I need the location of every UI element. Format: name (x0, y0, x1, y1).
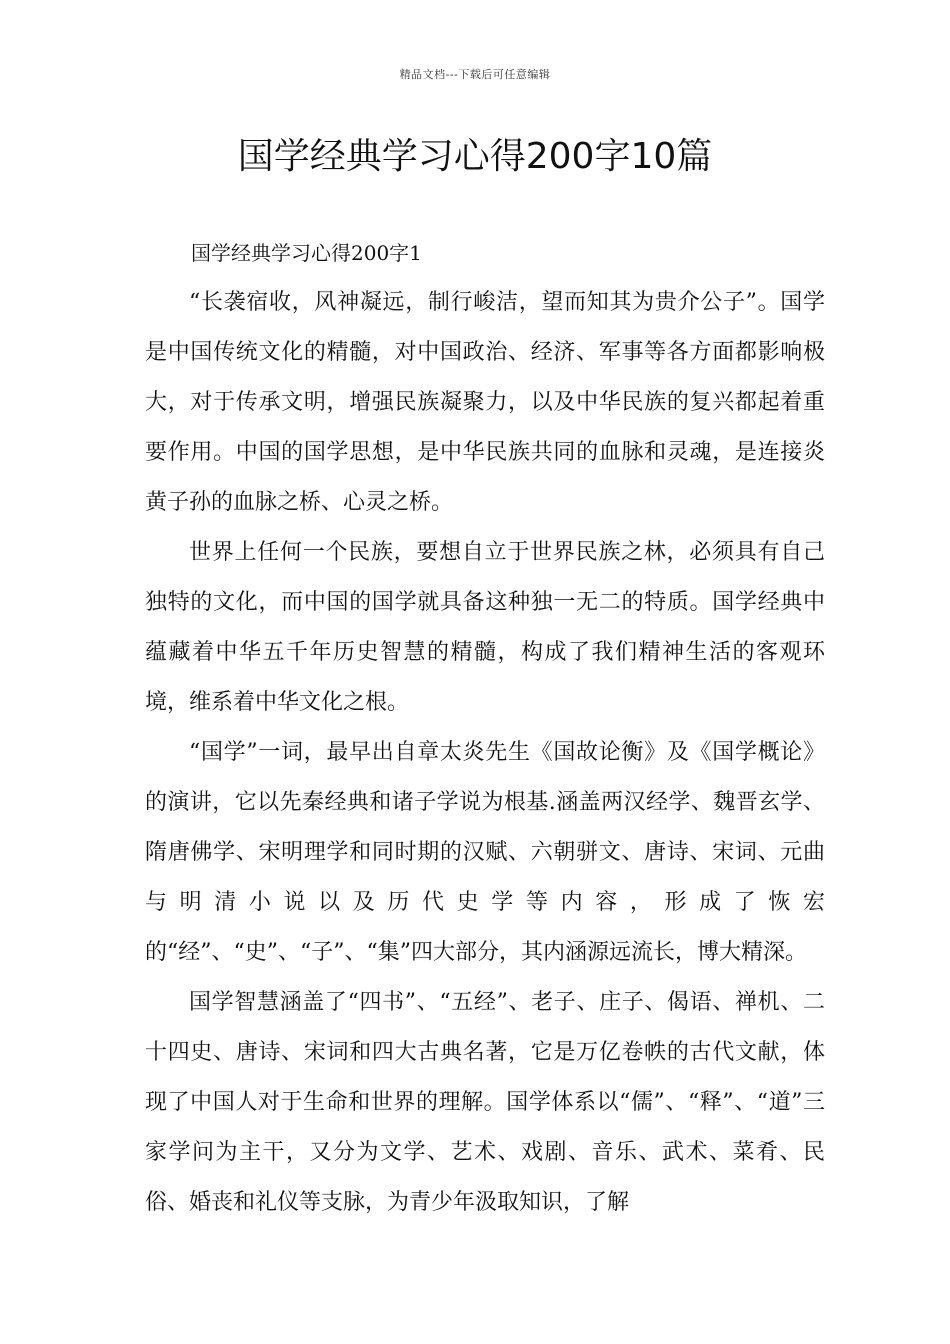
page-header: 精品文档---下载后可任意编辑 (399, 68, 551, 81)
document-title: 国学经典学习心得200字10篇 (237, 136, 713, 177)
document-body (145, 228, 825, 1228)
paragraph-4: 国学智慧涵盖了“四书”、“五经”、老子、庄子、偈语、禅机、二十四史、唐诗、宋词和四大古典名著，它是万亿卷帙的古代文献，体现了中国人对于生命和世界的理解。国学体系以“儒”、“释”、“道”三家学问为主干，又分为文学、艺术、戏剧、音乐、武术、菜肴、民俗、婚丧和礼仪等支脉，为青少年汲取知识，了解 (145, 990, 825, 1215)
paragraph-2: 世界上任何一个民族，要想自立于世界民族之林，必须具有自己独特的文化，而中国的国学就具备这种独一无二的特质。国学经典中蕴藏着中华五千年历史智慧的精髓，构成了我们精神生活的客观环境，维系着中华文化之根。 (145, 540, 825, 715)
paragraph-3: “国学”一词，最早出自章太炎先生《国故论衡》及《国学概论》的演讲，它以先秦经典和诸子学说为根基.涵盖两汉经学、魏晋玄学、隋唐佛学、宋明理学和同时期的汉赋、六朝骈文、唐诗、宋词、元曲与明清小说以及历代史学等内容，形成了恢宏的“经”、“史”、“子”、“集”四大部分，其内涵源远流长，博大精深。 (145, 740, 825, 965)
section-heading: 国学经典学习心得200字1 (191, 241, 422, 265)
paragraph-1: “长袭宿收，风神凝远，制行峻洁，望而知其为贵介公子”。国学是中国传统文化的精髓，对中国政治、经济、军事等各方面都影响极大，对于传承文明，增强民族凝聚力，以及中华民族的复兴都起着重要作用。中国的国学思想，是中华民族共同的血脉和灵魂，是连接炎黄子孙的血脉之桥、心灵之桥。 (145, 290, 825, 515)
